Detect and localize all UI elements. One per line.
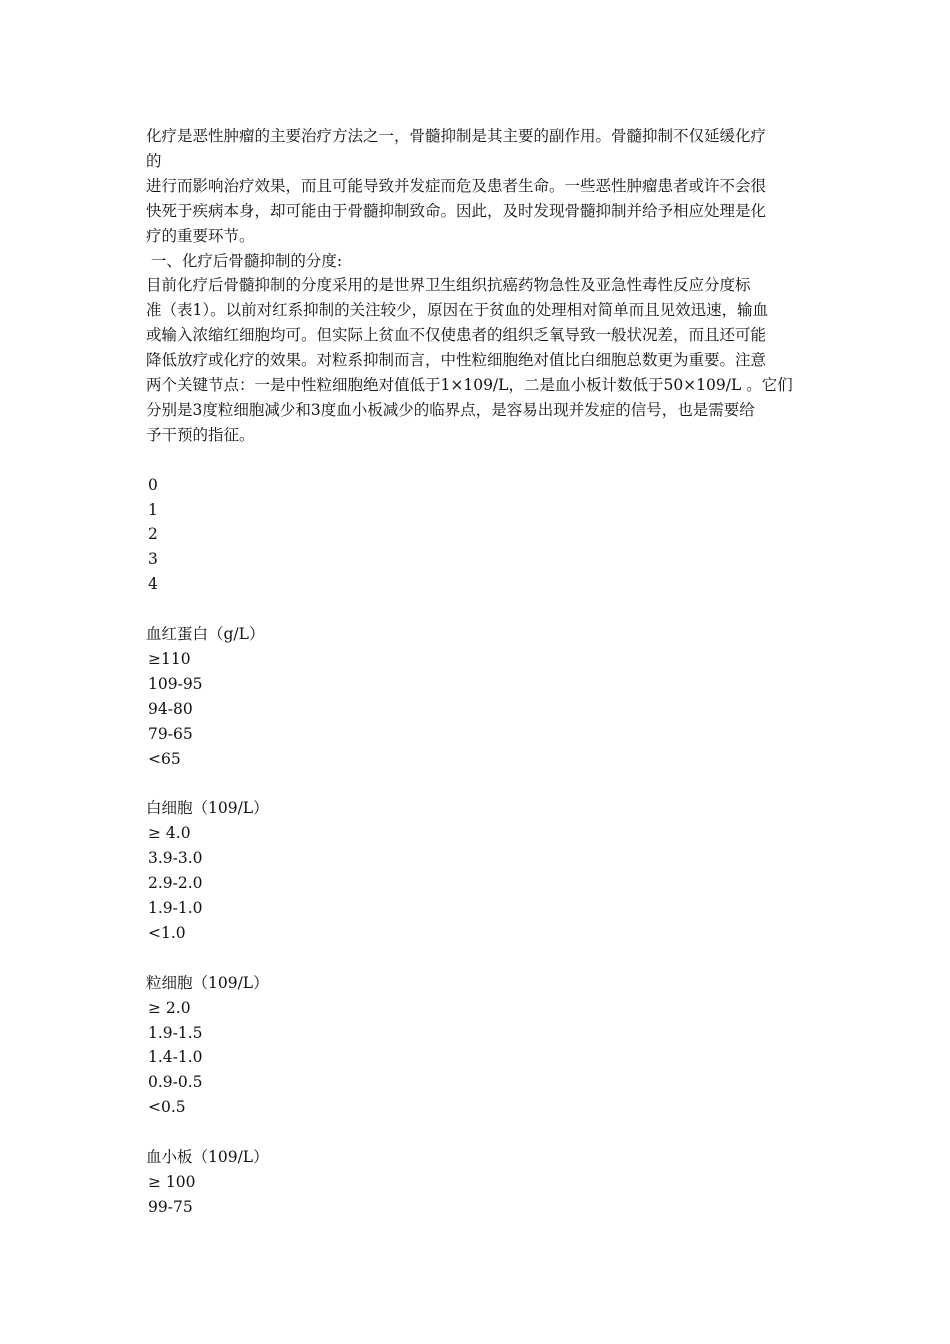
cell-value: 99-75 [148, 1197, 193, 1216]
spacer [146, 1120, 810, 1145]
cell-value: 1.9-1.5 [148, 1023, 203, 1042]
text-line: 或输入浓缩红细胞均可。但实际上贫血不仅使患者的组织乏氧导致一般状况差，而且还可能 [146, 326, 767, 345]
cell-value: ≥110 [148, 650, 191, 668]
grade-value: 1 [148, 500, 158, 519]
text-line: 化疗是恶性肿瘤的主要治疗方法之一，骨髓抑制是其主要的副作用。骨髓抑制不仅延缓化疗 [146, 127, 767, 145]
cell-value: 3.9-3.0 [148, 849, 203, 868]
text-line: 予干预的指征。 [146, 425, 255, 444]
wbc-block [146, 796, 810, 945]
grade-value: 3 [148, 550, 158, 569]
cell-value: 1.9-1.0 [148, 899, 203, 918]
cell-value: 94-80 [148, 699, 193, 718]
cell-value: <1.0 [148, 923, 186, 942]
granulocyte-block [146, 971, 810, 1120]
row-label: 白细胞（109/L） [146, 799, 269, 818]
text-line: 的 [146, 151, 162, 170]
grade-value: 0 [148, 475, 158, 494]
text-line: 分别是3度粒细胞减少和3度血小板减少的临界点，是容易出现并发症的信号，也是需要给 [146, 400, 755, 419]
cell-value: ≥ 2.0 [148, 998, 191, 1017]
text-line: 目前化疗后骨髓抑制的分度采用的是世界卫生组织抗癌药物急性及亚急性毒性反应分度标 [146, 276, 751, 295]
text-line: 降低放疗或化疗的效果。对粒系抑制而言，中性粒细胞绝对值比白细胞总数更为重要。注意 [146, 351, 767, 370]
body-paragraph [146, 273, 810, 447]
cell-value: <0.5 [148, 1098, 186, 1117]
grade-list [146, 473, 810, 598]
text-line: 准（表1）。以前对红系抑制的关注较少，原因在于贫血的处理相对简单而且见效迅速，输血 [146, 301, 769, 320]
cell-value: ≥ 4.0 [148, 824, 191, 843]
spacer [146, 946, 810, 971]
cell-value: ≥ 100 [148, 1172, 196, 1191]
row-label: 血小板（109/L） [146, 1148, 269, 1167]
row-label: 粒细胞（109/L） [146, 973, 269, 992]
cell-value: 1.4-1.0 [148, 1048, 203, 1067]
spacer [146, 448, 810, 473]
cell-value: 2.9-2.0 [148, 874, 203, 893]
row-label: 血红蛋白（g/L） [146, 625, 265, 644]
grade-value: 4 [148, 575, 158, 594]
document-page [146, 124, 810, 1220]
section-heading: 一、化疗后骨髓抑制的分度: [146, 251, 343, 270]
cell-value: 79-65 [148, 724, 193, 743]
cell-value: <65 [148, 749, 181, 768]
text-line: 疗的重要环节。 [146, 226, 255, 245]
cell-value: 0.9-0.5 [148, 1073, 203, 1092]
platelet-block [146, 1145, 810, 1220]
text-line: 进行而影响治疗效果，而且可能导致并发症而危及患者生命。一些恶性肿瘤患者或许不会很 [146, 176, 767, 195]
spacer [146, 772, 810, 797]
cell-value: 109-95 [148, 674, 203, 693]
text-line: 快死于疾病本身，却可能由于骨髓抑制致命。因此，及时发现骨髓抑制并给予相应处理是化 [146, 201, 767, 220]
text-line: 两个关键节点：一是中性粒细胞绝对值低于1×109/L，二是血小板计数低于50×109/L 。它们 [146, 376, 793, 395]
intro-paragraph [146, 124, 810, 249]
grade-value: 2 [148, 525, 158, 544]
hemoglobin-block [146, 622, 810, 771]
spacer [146, 597, 810, 622]
